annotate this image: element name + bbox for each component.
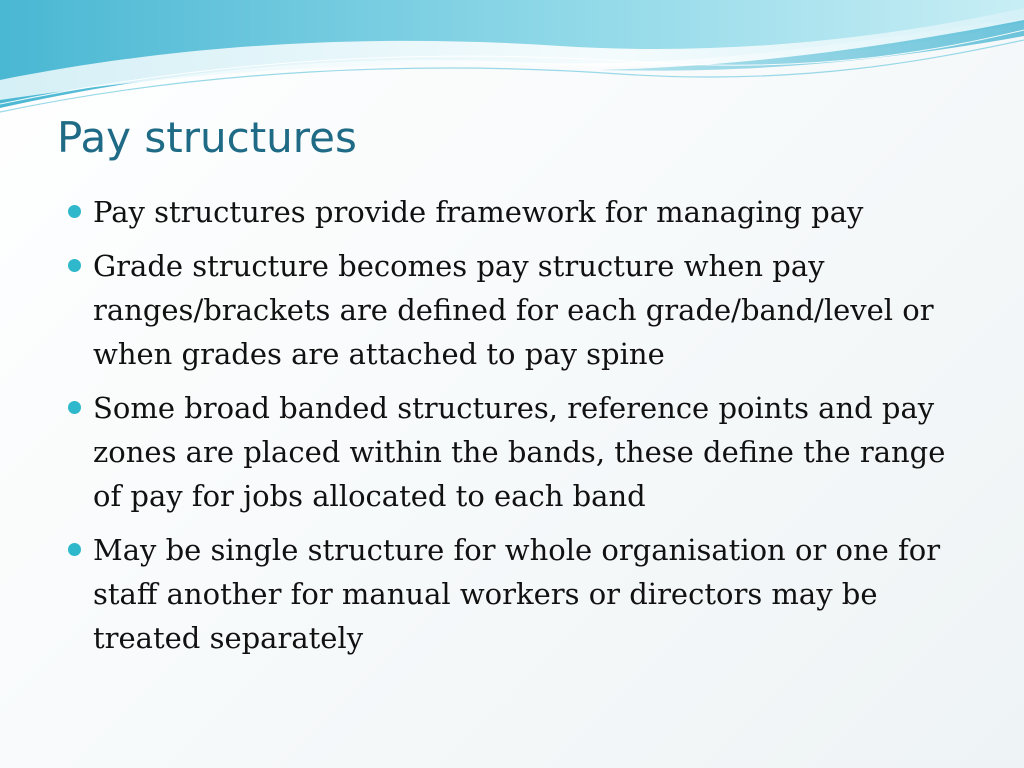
slide-title: Pay structures: [57, 113, 357, 162]
bullet-list: [64, 190, 964, 670]
bullet-text: Some broad banded structures, reference points and pay zones are placed within the bands, these define the range of pay for jobs allocated to each band: [93, 391, 946, 513]
bullet-dot-icon: [68, 205, 81, 218]
bullet-item: [64, 190, 964, 234]
bullet-dot-icon: [68, 259, 81, 272]
bullet-text: May be single structure for whole organisation or one for staff another for manual workers or directors may be treated separately: [93, 533, 941, 655]
bullet-item: [64, 244, 964, 376]
bullet-text: Grade structure becomes pay structure when pay ranges/brackets are defined for each grade/band/level or when grades are attached to pay spine: [93, 249, 934, 371]
bullet-text: Pay structures provide framework for managing pay: [93, 195, 864, 229]
bullet-dot-icon: [68, 401, 81, 414]
bullet-item: [64, 386, 964, 518]
bullet-item: [64, 528, 964, 660]
bullet-dot-icon: [68, 543, 81, 556]
